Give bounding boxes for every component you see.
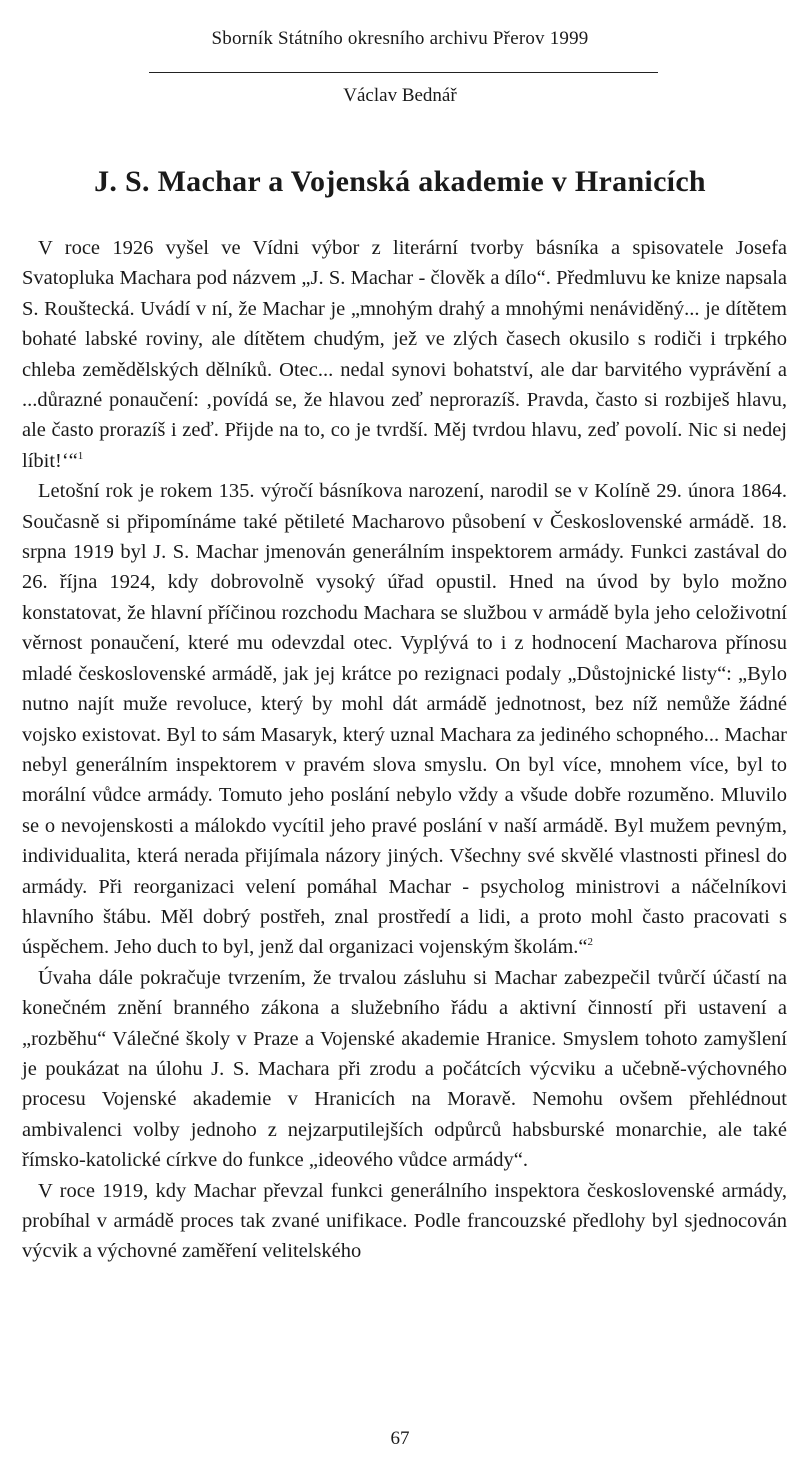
paragraph-text: Úvaha dále pokračuje tvrzením, že trvalou zásluhu si Machar zabezpečil tvůrčí účastí na konečném znění branného zákona a služebního řádu a aktivní činností při ustavení a „rozběhu“ Válečné školy v Praze a Vojenské akademie Hranice. Smyslem tohoto zamyšlení je poukázat na úlohu J. S. Machara při zrodu a počátcích výcviku a učebně-výchovného procesu Vojenské akademie v Hranicích na Moravě. Nemohu ovšem přehlédnout ambivalenci volby jednoho z nejzarputilejších odpůrců habsburské monarchie, ale také římsko-katolické církve do funkce „ideového vůdce armády“. [22, 966, 787, 1172]
paragraph-text: V roce 1919, kdy Machar převzal funkci generálního inspektora československé armády, probíhal v armádě proces tak zvané unifikace. Podle francouzské předlohy byl sjednocován výcvik a výchovné zaměření velitelského [22, 1179, 787, 1263]
article-body [22, 233, 787, 1267]
running-header: Sborník Státního okresního archivu Přerov 1999 [211, 28, 589, 49]
footnote-ref-1: 1 [77, 450, 84, 463]
page-number: 67 [390, 1428, 410, 1449]
article-title: J. S. Machar a Vojenská akademie v Hranicích [94, 165, 706, 198]
paragraph-2 [22, 476, 787, 963]
paragraph-1 [22, 233, 787, 476]
paragraph-text: Letošní rok je rokem 135. výročí básníkova narození, narodil se v Kolíně 29. února 1864. Současně si připomínáme také pětileté Macharovo působení v Československé armádě. 18. srpna 1919 byl J. S. Machar jmenován generálním inspektorem armády. Funkci zastával do 26. října 1924, kdy dobrovolně vysoký úřad opustil. Hned na úvod by bylo možno konstatovat, že hlavní příčinou rozchodu Machara se službou v armádě byla jeho celoživotní věrnost ponaučení, které mu odevzdal otec. Vyplývá to i z hodnocení Macharova přínosu mladé československé armádě, jak jej krátce po rezignaci podaly „Důstojnické listy“: „Bylo nutno najít muže revoluce, který by mohl dát armádě jednotnost, bez níž nemůže žádné vojsko existovat. Byl to sám Masaryk, který uznal Machara za jediného schopného... Machar nebyl generálním inspektorem v pravém slova smyslu. On byl více, mnohem více, byl to morální vůdce armády. Tomuto jeho poslání nebylo vždy a všude dobře rozuměno. Mluvilo se o nevojenskosti a málokdo vycítil jeho pravé poslání v naší armádě. Byl mužem pevným, individualita, která nerada přijímala názory jiných. Všechny své skvělé vlastnosti přinesl do armády. Při reorganizaci velení pomáhal Machar - psycholog ministrovi a náčelníkovi hlavního štábu. Měl dobrý postřeh, znal prostředí a lidi, a proto mohl často pracovati s úspěchem. Jeho duch to byl, jenž dal organizaci vojenským školám.“ [22, 480, 787, 959]
paragraph-3 [22, 963, 787, 1176]
footnote-ref-2: 2 [587, 936, 594, 949]
paragraph-4 [22, 1176, 787, 1267]
article-author: Václav Bednář [343, 85, 457, 106]
header-rule [149, 72, 658, 73]
paragraph-text: V roce 1926 vyšel ve Vídni výbor z literární tvorby básníka a spisovatele Josefa Svatopluka Machara pod názvem „J. S. Machar - člověk a dílo“. Předmluvu ke knize napsala S. Rouštecká. Uvádí v ní, že Machar je „mnohým drahý a mnohými nenáviděný... je dítětem bohaté labské roviny, ale dítětem chudým, jež ve zlých časech okusilo s rodiči i trpkého chleba zemědělských dělníků. Otec... nedal synovi bohatství, ale dar barvitého vyprávění a ...důrazné ponaučení: ‚povídá se, že hlavou zeď neprorazíš. Pravda, často si rozbiješ hlavu, ale často prorazíš i zeď. Přijde na to, co je tvrdší. Měj tvrdou hlavu, zeď povolí. Nic si nedej líbit!‘“ [22, 237, 787, 472]
